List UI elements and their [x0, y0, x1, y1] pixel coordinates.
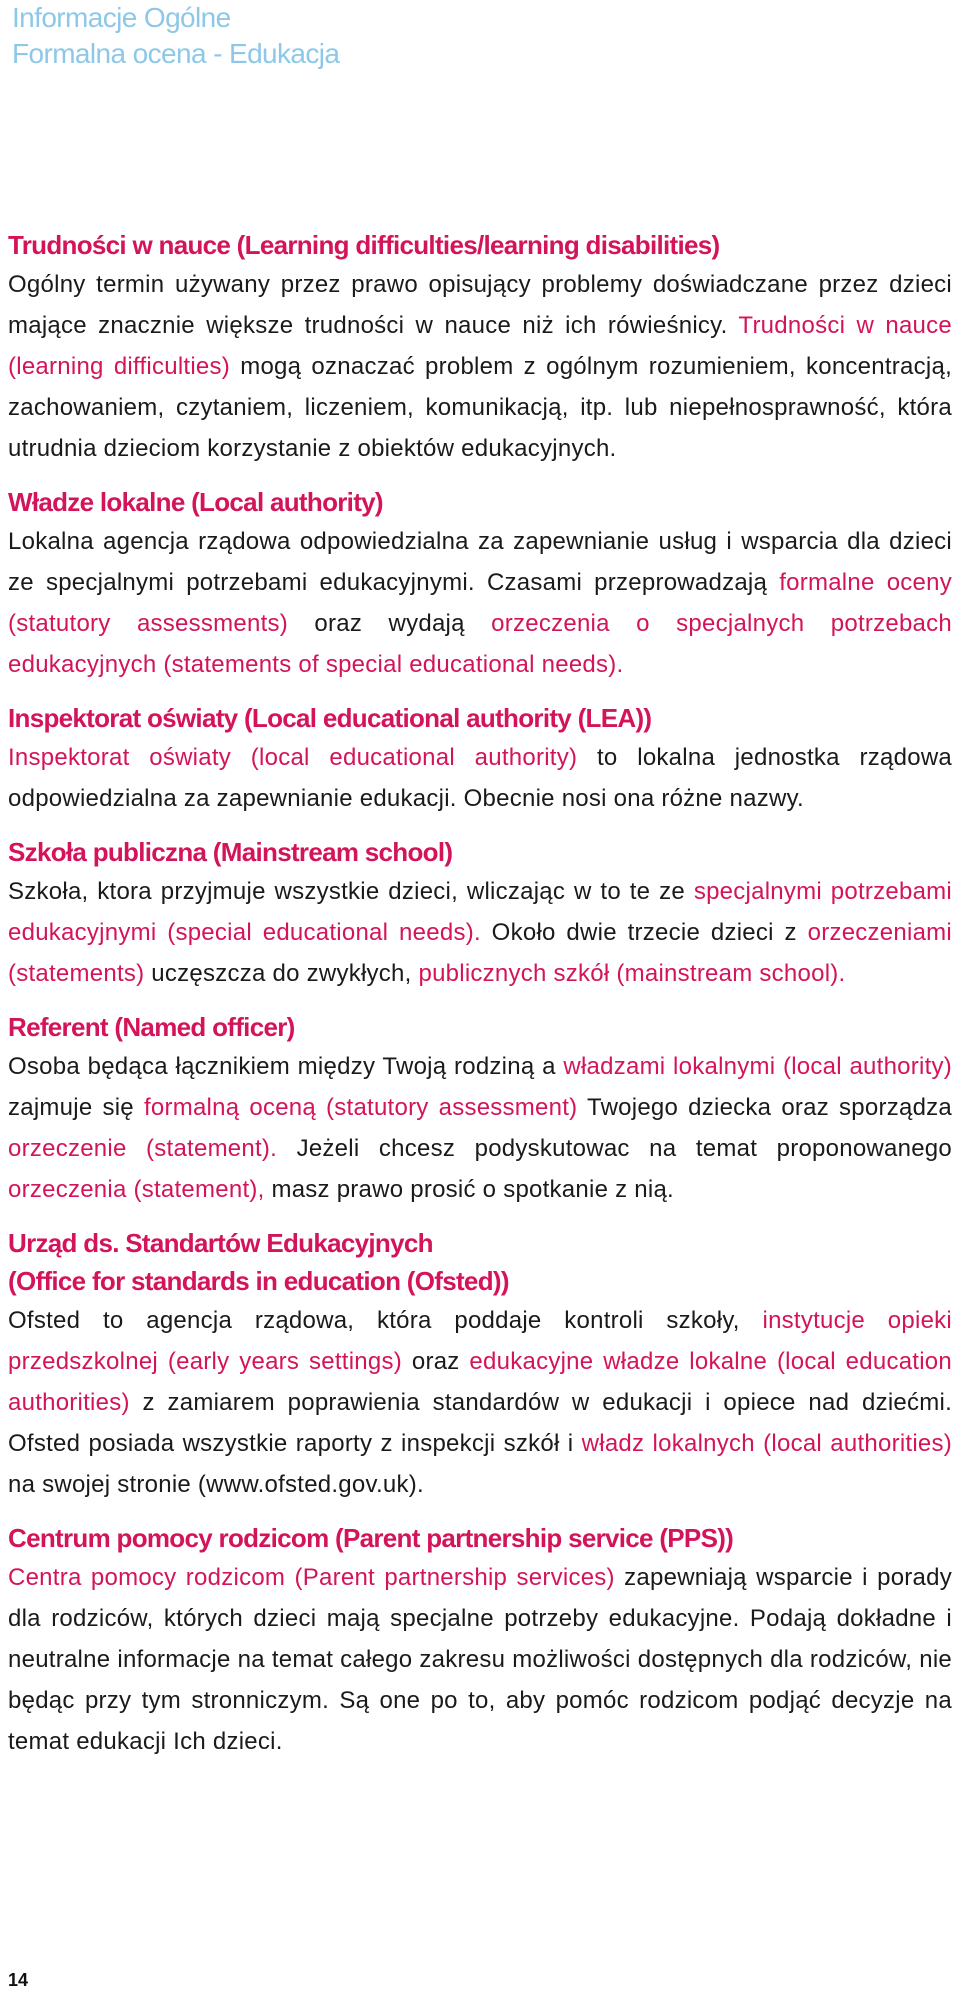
highlighted-term: orzeczenia (statement),	[8, 1176, 265, 1203]
header-line-1: Informacje Ogólne	[12, 2, 231, 33]
body-text: zapewniają wsparcie i porady dla rodziców, których dzieci mają specjalne potrzeby edukacyjne. Podają dokładne i neutralne informacje na temat całego zakresu możliwości dostępnych dla rodziców, nie będąc przy tym stronniczym. Są one po to, aby pomóc rodzicom podjąć decyzje na temat edukacji Ich dzieci.	[8, 1564, 952, 1755]
highlighted-term: publicznych szkół (mainstream school).	[418, 960, 846, 987]
highlighted-term: władzami lokalnymi (local authority)	[563, 1053, 953, 1080]
highlighted-term: Centra pomocy rodzicom (Parent partnership services)	[8, 1564, 615, 1591]
entry-body	[8, 737, 952, 819]
body-text: oraz wydają	[288, 610, 492, 637]
entry-body	[8, 1300, 952, 1505]
page-header	[12, 0, 339, 72]
glossary-entry	[8, 1224, 952, 1505]
body-text: zajmuje się	[8, 1094, 144, 1121]
body-text: to lokalna jednostka rządowa odpowiedzialna za zapewnianie edukacji. Obecnie nosi ona różne nazwy.	[8, 744, 952, 812]
body-text: na swojej stronie (www.ofsted.gov.uk).	[8, 1471, 424, 1498]
entry-title: Władze lokalne (Local authority)	[8, 487, 383, 517]
highlighted-term: edukacyjne władze lokalne (local education authorities)	[8, 1348, 952, 1416]
highlighted-term: specjalnymi potrzebami edukacyjnymi (special educational needs).	[8, 878, 952, 946]
entry-subtitle: (Office for standards in education (Ofsted))	[8, 1266, 509, 1296]
highlighted-term: orzeczeniami (statements)	[8, 919, 952, 987]
entry-title: Referent (Named officer)	[8, 1012, 295, 1042]
entry-body	[8, 1046, 952, 1210]
highlighted-term: Trudności w nauce (learning difficulties)	[8, 312, 952, 380]
highlighted-term: instytucje opieki przedszkolnej (early years settings)	[8, 1307, 952, 1375]
body-text: Osoba będąca łącznikiem między Twoją rodziną a	[8, 1053, 564, 1080]
entry-title: Centrum pomocy rodzicom (Parent partnership service (PPS))	[8, 1523, 734, 1553]
header-line-2: Formalna ocena - Edukacja	[12, 38, 340, 69]
entry-title: Urząd ds. Standartów Edukacyjnych	[8, 1228, 433, 1258]
entry-title: Inspektorat oświaty (Local educational authority (LEA))	[8, 703, 652, 733]
highlighted-term: Inspektorat oświaty (local educational authority)	[8, 744, 578, 771]
glossary-entry	[8, 1008, 952, 1210]
glossary-entry	[8, 483, 952, 685]
glossary-entry	[8, 1519, 952, 1762]
highlighted-term: orzeczenie (statement).	[8, 1135, 278, 1162]
highlighted-term: formalną oceną (statutory assessment)	[143, 1094, 578, 1121]
body-text: oraz	[402, 1348, 470, 1375]
glossary-entry	[8, 833, 952, 994]
entry-title: Trudności w nauce (Learning difficulties/learning disabilities)	[8, 230, 720, 260]
entry-body	[8, 1557, 952, 1762]
entry-body	[8, 871, 952, 994]
highlighted-term: orzeczenia o specjalnych potrzebach edukacyjnych (statements of special educational needs).	[8, 610, 952, 678]
body-text: Ogólny termin używany przez prawo opisujący problemy doświadczane przez dzieci mające znacznie większe trudności w nauce niż ich rówieśnicy.	[8, 271, 952, 339]
body-text: masz prawo prosić o spotkanie z nią.	[264, 1176, 674, 1203]
body-text: Ofsted to agencja rządowa, która poddaje kontroli szkoły,	[8, 1307, 763, 1334]
highlighted-term: władz lokalnych (local authorities)	[581, 1430, 952, 1457]
highlighted-term: formalne oceny (statutory assessments)	[8, 569, 952, 637]
entry-body	[8, 521, 952, 685]
glossary-content	[8, 226, 952, 1762]
body-text: Około dwie trzecie dzieci z	[480, 919, 808, 946]
body-text: uczęszcza do zwykłych,	[144, 960, 419, 987]
body-text: Twojego dziecka oraz sporządza	[577, 1094, 953, 1121]
body-text: Szkoła, ktora przyjmuje wszystkie dzieci, wliczając w to te ze	[8, 878, 694, 905]
page-number: 14	[8, 1970, 29, 1990]
body-text: Lokalna agencja rządowa odpowiedzialna za zapewnianie usług i wsparcia dla dzieci ze specjalnymi potrzebami edukacyjnymi. Czasami przeprowadzają	[8, 528, 952, 596]
body-text: mogą oznaczać problem z ogólnym rozumieniem, koncentracją, zachowaniem, czytaniem, liczeniem, komunikacją, itp. lub niepełnosprawność, która utrudnia dzieciom korzystanie z obiektów edukacyjnych.	[8, 353, 952, 462]
glossary-entry	[8, 226, 952, 469]
body-text: z zamiarem poprawienia standardów w edukacji i opiece nad dziećmi. Ofsted posiada wszystkie raporty z inspekcji szkół i	[8, 1389, 952, 1457]
glossary-entry	[8, 699, 952, 819]
body-text: Jeżeli chcesz podyskutowac na temat proponowanego	[277, 1135, 952, 1162]
entry-body	[8, 264, 952, 469]
entry-title: Szkoła publiczna (Mainstream school)	[8, 837, 453, 867]
